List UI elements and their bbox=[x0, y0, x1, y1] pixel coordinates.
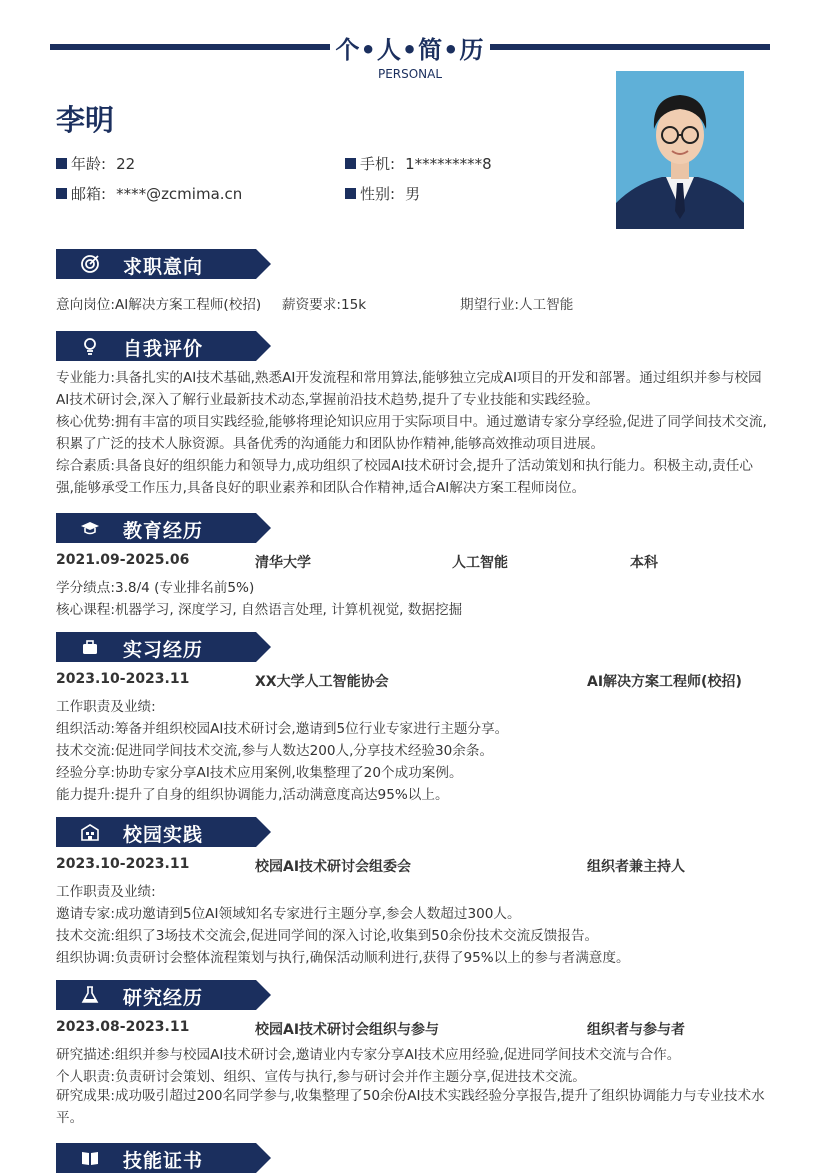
section-title: 实习经历 bbox=[123, 639, 204, 661]
section-title: 求职意向 bbox=[123, 256, 204, 278]
profile-name: 李明 bbox=[56, 103, 115, 137]
field-label: 手机: bbox=[360, 155, 396, 173]
intern-line: 经验分享:协助专家分享AI技术应用案例,收集整理了20个成功案例。 bbox=[56, 765, 463, 781]
campus-role: 组织者兼主持人 bbox=[587, 859, 685, 875]
lightbulb-icon bbox=[80, 336, 100, 356]
section-title: 教育经历 bbox=[123, 520, 204, 542]
research-line: 研究成果:成功吸引超过200名同学参与,收集整理了50余份AI技术实践经验分享报告,提升了组织协调能力与专业技术水平。 bbox=[56, 1088, 765, 1126]
bullet-square-icon bbox=[345, 188, 356, 199]
flask-icon bbox=[80, 985, 100, 1005]
section-title: 技能证书 bbox=[123, 1150, 204, 1172]
field-label: 性别: bbox=[360, 185, 396, 203]
campus-line: 技术交流:组织了3场技术交流会,促进同学间的深入讨论,收集到50余份技术交流反馈报告。 bbox=[56, 928, 599, 944]
intern-line: 工作职责及业绩: bbox=[56, 699, 156, 715]
field-label: 年龄: bbox=[71, 155, 107, 173]
research-line: 个人职责:负责研讨会策划、组织、宣传与执行,参与研讨会并作主题分享,促进技术交流。 bbox=[56, 1069, 586, 1085]
intern-org: XX大学人工智能协会 bbox=[255, 674, 389, 690]
section-header-skills bbox=[56, 1143, 271, 1173]
section-title: 校园实践 bbox=[123, 824, 204, 846]
self-paragraph: 综合素质:具备良好的组织能力和领导力,成功组织了校园AI技术研讨会,提升了活动策划和执行能力。积极主动,责任心强,能够承受工作压力,具备良好的职业素养和团队合作精神,适合AI解决方案工程师岗位。 bbox=[56, 458, 753, 496]
graduation-cap-icon bbox=[80, 518, 100, 538]
intern-line: 能力提升:提升了自身的组织协调能力,活动满意度高达95%以上。 bbox=[56, 787, 449, 803]
field-label: 邮箱: bbox=[71, 185, 107, 203]
section-header-self bbox=[56, 331, 271, 361]
edu-line: 学分绩点:3.8/4 (专业排名前5%) bbox=[56, 580, 255, 596]
campus-date: 2023.10-2023.11 bbox=[56, 856, 190, 872]
field-value: ****@zcmima.cn bbox=[116, 184, 243, 203]
profile-field-gender bbox=[345, 183, 420, 204]
briefcase-icon bbox=[80, 637, 100, 657]
page-title: 个•人•简•历 bbox=[335, 36, 485, 64]
intern-line: 组织活动:筹备并组织校园AI技术研讨会,邀请到5位行业专家进行主题分享。 bbox=[56, 721, 509, 737]
page-subtitle: PERSONAL bbox=[377, 67, 443, 81]
edu-school: 清华大学 bbox=[255, 555, 311, 571]
campus-line: 组织协调:负责研讨会整体流程策划与执行,确保活动顺利进行,获得了95%以上的参与者满意度。 bbox=[56, 950, 630, 966]
bullet-square-icon bbox=[56, 158, 67, 169]
section-header-intent bbox=[56, 249, 271, 279]
header-rule-right bbox=[490, 44, 770, 50]
intern-date: 2023.10-2023.11 bbox=[56, 671, 190, 687]
section-title: 研究经历 bbox=[123, 987, 204, 1009]
field-value: 1*********8 bbox=[405, 154, 492, 173]
campus-line: 邀请专家:成功邀请到5位AI领域知名专家进行主题分享,参会人数超过300人。 bbox=[56, 906, 521, 922]
edu-date: 2021.09-2025.06 bbox=[56, 552, 190, 568]
section-header-internship bbox=[56, 632, 271, 662]
target-icon bbox=[80, 254, 100, 274]
research-line: 研究描述:组织并参与校园AI技术研讨会,邀请业内专家分享AI技术应用经验,促进同学间技术交流与合作。 bbox=[56, 1047, 681, 1063]
field-value: 22 bbox=[116, 154, 136, 173]
section-header-campus bbox=[56, 817, 271, 847]
campus-org: 校园AI技术研讨会组委会 bbox=[255, 859, 412, 875]
bullet-square-icon bbox=[56, 188, 67, 199]
edu-degree: 本科 bbox=[630, 555, 658, 571]
section-header-research bbox=[56, 980, 271, 1010]
edu-line: 核心课程:机器学习, 深度学习, 自然语言处理, 计算机视觉, 数据挖掘 bbox=[56, 602, 463, 618]
section-header-education bbox=[56, 513, 271, 543]
building-icon bbox=[80, 822, 100, 842]
profile-field-age bbox=[56, 153, 135, 174]
field-value: 男 bbox=[405, 185, 421, 203]
campus-line: 工作职责及业绩: bbox=[56, 884, 156, 900]
intern-role: AI解决方案工程师(校招) bbox=[587, 674, 742, 690]
profile-field-phone bbox=[345, 153, 492, 174]
edu-major: 人工智能 bbox=[452, 555, 508, 571]
research-org: 校园AI技术研讨会组织与参与 bbox=[255, 1022, 440, 1038]
profile-field-email bbox=[56, 183, 242, 204]
self-paragraph: 专业能力:具备扎实的AI技术基础,熟悉AI开发流程和常用算法,能够独立完成AI项目的开发和部署。通过组织并参与校园AI技术研讨会,深入了解行业最新技术动态,掌握前沿技术趋势,提升了专业技能和实践经验。 bbox=[56, 370, 762, 408]
intent-salary: 薪资要求:15k bbox=[282, 297, 367, 313]
book-icon bbox=[80, 1148, 100, 1168]
research-date: 2023.08-2023.11 bbox=[56, 1019, 190, 1035]
header-rule-left bbox=[50, 44, 330, 50]
profile-photo bbox=[616, 71, 744, 229]
section-title: 自我评价 bbox=[123, 338, 204, 360]
bullet-square-icon bbox=[345, 158, 356, 169]
research-role: 组织者与参与者 bbox=[587, 1022, 685, 1038]
intent-industry: 期望行业:人工智能 bbox=[460, 297, 574, 313]
intent-position: 意向岗位:AI解决方案工程师(校招) bbox=[56, 297, 262, 313]
intern-line: 技术交流:促进同学间技术交流,参与人数达200人,分享技术经验30余条。 bbox=[56, 743, 494, 759]
self-paragraph: 核心优势:拥有丰富的项目实践经验,能够将理论知识应用于实际项目中。通过邀请专家分享经验,促进了同学间技术交流,积累了广泛的技术人脉资源。具备优秀的沟通能力和团队协作精神,能够高效推动项目进展。 bbox=[56, 414, 767, 452]
